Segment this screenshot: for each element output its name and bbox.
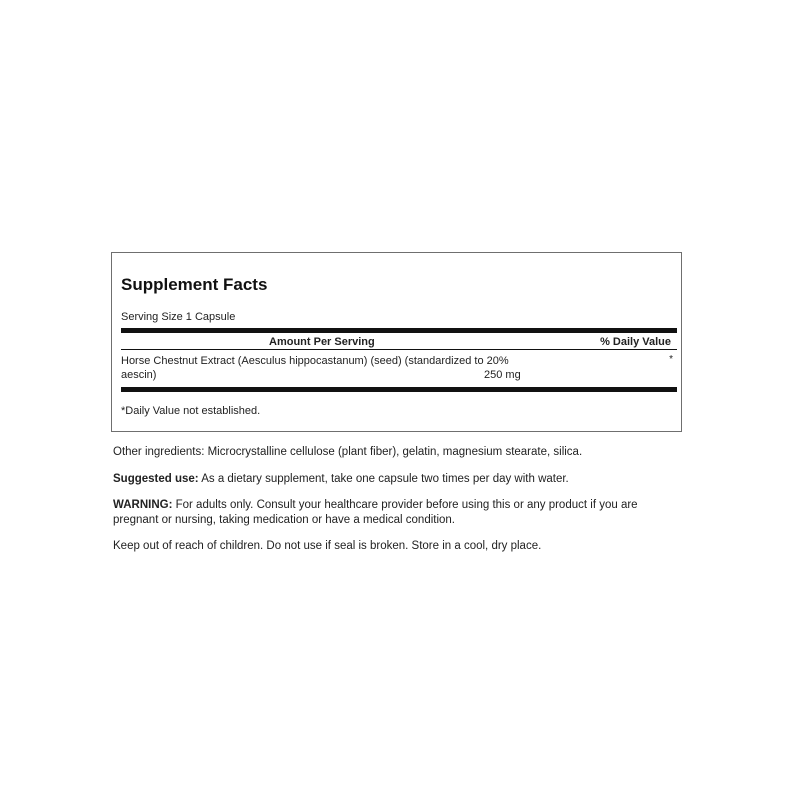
storage-instructions: Keep out of reach of children. Do not use if seal is broken. Store in a cool, dry place. bbox=[113, 540, 542, 552]
ingredient-daily-value: * bbox=[669, 354, 673, 365]
daily-value-header: % Daily Value bbox=[600, 336, 671, 348]
warning bbox=[113, 498, 683, 528]
other-ingredients: Other ingredients: Microcrystalline cellulose (plant fiber), gelatin, magnesium stearate, silica. bbox=[113, 446, 583, 458]
daily-value-footnote: *Daily Value not established. bbox=[121, 405, 261, 417]
suggested-use-label: Suggested use: bbox=[113, 473, 199, 485]
supplement-facts-panel bbox=[111, 252, 682, 432]
serving-size: Serving Size 1 Capsule bbox=[121, 311, 236, 323]
warning-text: For adults only. Consult your healthcare provider before using this or any product if you are pregnant or nursing, taking medication or have a medical condition. bbox=[113, 499, 638, 526]
panel-title: Supplement Facts bbox=[121, 275, 268, 294]
suggested-use-text: As a dietary supplement, take one capsule two times per day with water. bbox=[198, 473, 569, 485]
ingredient-name: Horse Chestnut Extract (Aesculus hippocastanum) (seed) (standardized to 20% aescin) bbox=[121, 355, 509, 381]
thick-divider-top bbox=[121, 328, 677, 333]
amount-per-serving-header: Amount Per Serving bbox=[269, 336, 375, 348]
ingredient-amount: 250 mg bbox=[484, 369, 521, 381]
thin-divider bbox=[121, 349, 677, 350]
thick-divider-bottom bbox=[121, 387, 677, 392]
suggested-use bbox=[113, 472, 683, 487]
warning-label: WARNING: bbox=[113, 499, 173, 511]
